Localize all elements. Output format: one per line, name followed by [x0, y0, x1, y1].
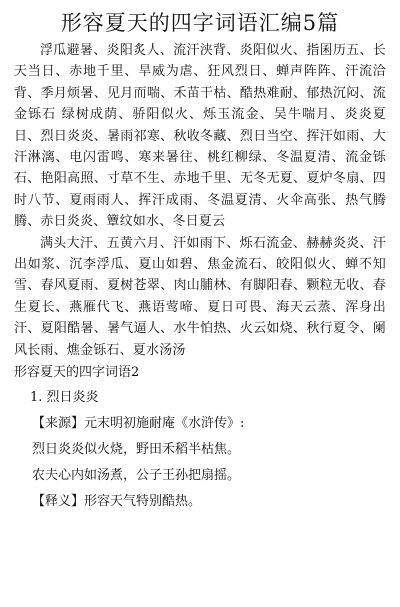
body-paragraph: 满头大汗、五黄六月、汗如雨下、烁石流金、赫赫炎炎、汗出如浆、沉李浮瓜、夏山如碧、焦金流石、皎阳似火、蝉不知雪、春风夏雨、夏树苍翠、肉山脯林、有脚阳春、颗粒无收、春生夏长、燕雁代飞、燕语莺啼、夏日可畏、海天云蒸、浑身出汗、夏阳酷暑、暑气逼人、水牛怕热、火云如烧、秋行夏令、阑风长雨、燋金铄石、夏水汤汤: [14, 235, 386, 358]
definition-line: 【释义】形容天气特别酷热。: [32, 494, 202, 510]
body-paragraph: 浮瓜避暑、炎阳炙人、流汗浃背、炎阳似火、指囷历五、长天当日、赤地千里、旱威为虐、狂风烈日、蝉声阵阵、汗流洽背、季月烦暑、见月而喘、禾苗干枯、酷热难耐、郁热沉闷、流金铄石 绿树成荫、骄阳似火、烁玉流金、吴牛喘月、炎炎夏日、烈日炎炎、暑雨祁寒、秋收冬藏、烈日当空、挥汗如雨、大汗淋漓、电闪雷鸣、寒来暑往、桃红柳绿、冬温夏清、流金铄石、艳阳高照、寸草不生、赤地千里、无冬无夏、夏炉冬扇、四时八节、夏雨雨人、挥汗成雨、冬温夏清、火伞高张、热气腾腾、赤日炎炎、簟纹如水、冬日夏云: [14, 43, 386, 230]
section-heading: 形容夏天的四字词语2: [14, 365, 140, 381]
source-line: 【来源】元末明初施耐庵《水浒传》:: [32, 416, 245, 432]
poem-line: 烈日炎炎似火烧，野田禾稻半枯焦。: [32, 442, 241, 458]
list-item: 1. 烈日炎炎: [30, 390, 99, 406]
document-title: 形容夏天的四字词语汇编5篇: [60, 11, 340, 35]
poem-line: 农夫心内如汤煮，公子王孙把扇摇。: [32, 468, 241, 484]
